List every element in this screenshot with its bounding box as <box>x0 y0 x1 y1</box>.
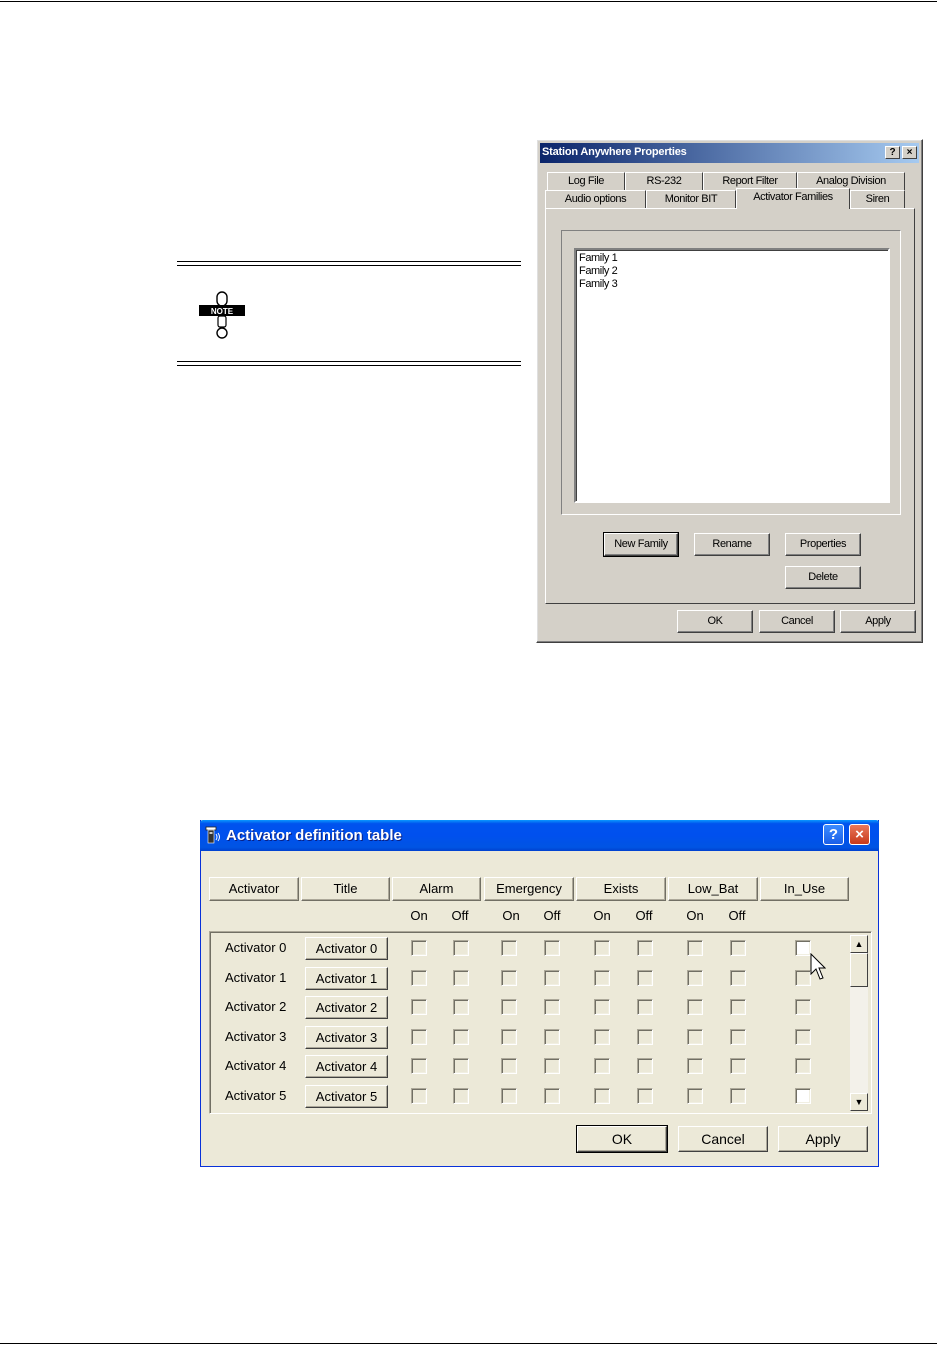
cancel-button[interactable]: Cancel <box>759 610 835 633</box>
row-checkbox[interactable] <box>544 1029 560 1045</box>
row-checkbox[interactable] <box>411 999 427 1015</box>
row-checkbox[interactable] <box>411 1088 427 1104</box>
row-checkbox[interactable] <box>687 1088 703 1104</box>
row-checkbox[interactable] <box>544 970 560 986</box>
row-checkbox[interactable] <box>637 1058 653 1074</box>
note-icon-label: NOTE <box>210 307 234 316</box>
list-item[interactable]: Family 2 <box>579 265 618 277</box>
row-checkbox[interactable] <box>594 1088 610 1104</box>
ok-button[interactable]: OK <box>677 610 753 633</box>
row-checkbox[interactable] <box>637 1088 653 1104</box>
rename-button[interactable]: Rename <box>694 533 770 556</box>
row-checkbox[interactable] <box>453 999 469 1015</box>
row-checkbox[interactable] <box>730 970 746 986</box>
apply-button[interactable]: Apply <box>778 1126 868 1152</box>
properties-button[interactable]: Properties <box>785 533 861 556</box>
ok-button[interactable]: OK <box>577 1126 667 1152</box>
new-family-button[interactable]: New Family <box>604 533 678 556</box>
row-title-button[interactable]: Activator 4 <box>305 1055 388 1078</box>
row-checkbox[interactable] <box>730 1029 746 1045</box>
row-checkbox[interactable] <box>594 970 610 986</box>
bottom-rule <box>0 1343 937 1344</box>
close-button[interactable]: × <box>902 146 917 159</box>
title-bar <box>200 820 879 851</box>
tab-log-file[interactable]: Log File <box>547 172 625 190</box>
emergency-off-label: Off <box>543 908 561 923</box>
scroll-up-button[interactable]: ▲ <box>850 935 868 953</box>
row-checkbox[interactable] <box>730 1058 746 1074</box>
row-title-button[interactable]: Activator 3 <box>305 1026 388 1049</box>
row-activator-label: Activator 2 <box>225 999 287 1014</box>
tab-activator-families[interactable]: Activator Families <box>736 188 850 209</box>
tab-rs-232[interactable]: RS-232 <box>625 172 703 190</box>
row-checkbox[interactable] <box>453 1029 469 1045</box>
row-checkbox[interactable] <box>687 1029 703 1045</box>
row-checkbox[interactable] <box>544 1088 560 1104</box>
row-checkbox[interactable] <box>453 1058 469 1074</box>
row-checkbox[interactable] <box>544 1058 560 1074</box>
tab-monitor-bit[interactable]: Monitor BIT <box>646 190 736 208</box>
row-checkbox[interactable] <box>453 1088 469 1104</box>
row-title-button[interactable]: Activator 2 <box>305 996 388 1019</box>
row-checkbox[interactable] <box>637 1029 653 1045</box>
row-activator-label: Activator 3 <box>225 1029 287 1044</box>
row-checkbox[interactable] <box>411 1058 427 1074</box>
tab-panel <box>545 208 915 604</box>
note-icon <box>198 291 246 341</box>
close-button[interactable]: × <box>849 824 870 845</box>
row-checkbox[interactable] <box>411 940 427 956</box>
row-checkbox[interactable] <box>544 999 560 1015</box>
alarm-off-label: Off <box>451 908 469 923</box>
header-low-bat[interactable]: Low_Bat <box>668 877 758 901</box>
help-button[interactable]: ? <box>885 146 900 159</box>
row-checkbox[interactable] <box>687 940 703 956</box>
row-checkbox[interactable] <box>501 1058 517 1074</box>
row-checkbox[interactable] <box>594 1058 610 1074</box>
scroll-thumb[interactable] <box>850 953 868 987</box>
row-checkbox[interactable] <box>501 1029 517 1045</box>
row-checkbox[interactable] <box>501 999 517 1015</box>
in-use-checkbox[interactable] <box>795 970 811 986</box>
row-activator-label: Activator 0 <box>225 940 287 955</box>
cancel-button[interactable]: Cancel <box>678 1126 768 1152</box>
header-title[interactable]: Title <box>301 877 390 901</box>
row-title-button[interactable]: Activator 1 <box>305 967 388 990</box>
note-top-rule <box>177 261 521 266</box>
tab-analog-division[interactable]: Analog Division <box>797 172 905 190</box>
row-checkbox[interactable] <box>594 1029 610 1045</box>
title-bar <box>540 143 919 163</box>
note-bottom-rule <box>177 361 521 366</box>
header-emergency[interactable]: Emergency <box>484 877 574 901</box>
delete-button[interactable]: Delete <box>785 566 861 589</box>
row-checkbox[interactable] <box>594 999 610 1015</box>
families-list[interactable] <box>574 248 890 503</box>
emergency-on-label: On <box>502 908 520 923</box>
row-title-button[interactable]: Activator 0 <box>305 937 388 960</box>
row-checkbox[interactable] <box>637 940 653 956</box>
in-use-checkbox[interactable] <box>795 1058 811 1074</box>
header-activator[interactable]: Activator <box>209 877 299 901</box>
scroll-down-button[interactable]: ▼ <box>850 1093 868 1111</box>
row-checkbox[interactable] <box>730 1088 746 1104</box>
in-use-checkbox[interactable] <box>795 999 811 1015</box>
row-checkbox[interactable] <box>501 940 517 956</box>
tab-siren[interactable]: Siren <box>850 190 905 208</box>
row-title-button[interactable]: Activator 5 <box>305 1085 388 1108</box>
activator-definition-dialog <box>200 820 879 1167</box>
row-checkbox[interactable] <box>730 999 746 1015</box>
dialog-title: Station Anywhere Properties <box>542 146 687 158</box>
help-button[interactable]: ? <box>823 824 844 845</box>
station-properties-dialog <box>536 139 923 643</box>
row-checkbox[interactable] <box>594 940 610 956</box>
dialog-title: Activator definition table <box>226 827 402 844</box>
low-bat-on-label: On <box>686 908 704 923</box>
row-checkbox[interactable] <box>453 970 469 986</box>
header-alarm[interactable]: Alarm <box>392 877 481 901</box>
row-activator-label: Activator 1 <box>225 970 287 985</box>
row-checkbox[interactable] <box>544 940 560 956</box>
row-checkbox[interactable] <box>453 940 469 956</box>
in-use-checkbox[interactable] <box>795 1029 811 1045</box>
exists-off-label: Off <box>635 908 653 923</box>
row-activator-label: Activator 4 <box>225 1058 287 1073</box>
tab-report-filter[interactable]: Report Filter <box>703 172 797 190</box>
top-rule <box>0 1 937 2</box>
header-in-use[interactable]: In_Use <box>760 877 849 901</box>
in-use-checkbox[interactable] <box>795 1088 811 1104</box>
mouse-pointer-icon <box>810 953 826 981</box>
list-item[interactable]: Family 1 <box>579 252 618 264</box>
row-checkbox[interactable] <box>687 999 703 1015</box>
vertical-scrollbar[interactable] <box>850 935 868 1111</box>
row-checkbox[interactable] <box>411 1029 427 1045</box>
row-activator-label: Activator 5 <box>225 1088 287 1103</box>
exists-on-label: On <box>593 908 611 923</box>
low-bat-off-label: Off <box>728 908 746 923</box>
row-checkbox[interactable] <box>637 970 653 986</box>
row-checkbox[interactable] <box>730 940 746 956</box>
row-checkbox[interactable] <box>687 970 703 986</box>
apply-button[interactable]: Apply <box>840 610 916 633</box>
list-item[interactable]: Family 3 <box>579 278 618 290</box>
row-checkbox[interactable] <box>411 970 427 986</box>
row-checkbox[interactable] <box>501 1088 517 1104</box>
alarm-on-label: On <box>410 908 428 923</box>
app-icon <box>205 826 221 845</box>
header-exists[interactable]: Exists <box>576 877 666 901</box>
row-checkbox[interactable] <box>637 999 653 1015</box>
tab-audio-options[interactable]: Audio options <box>545 190 646 208</box>
in-use-checkbox[interactable] <box>795 940 811 956</box>
row-checkbox[interactable] <box>687 1058 703 1074</box>
row-checkbox[interactable] <box>501 970 517 986</box>
